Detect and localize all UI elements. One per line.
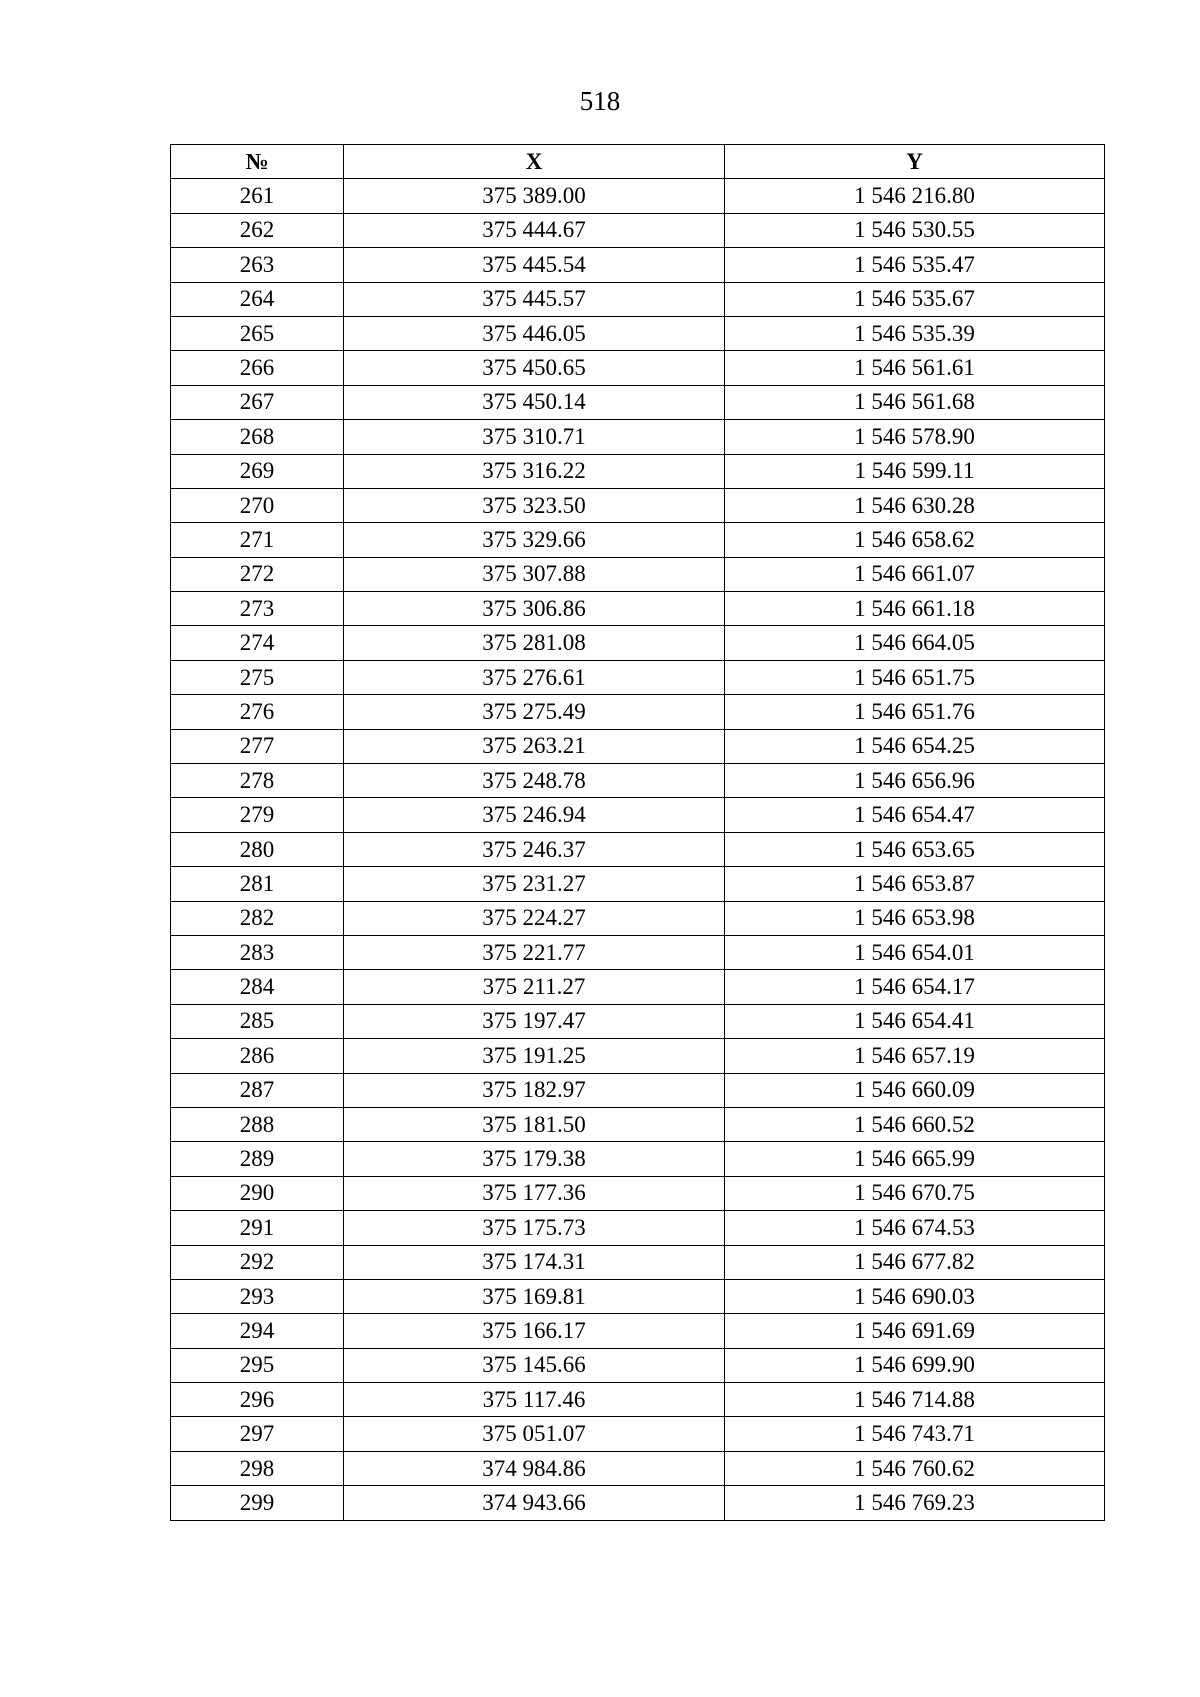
table-body [171, 179, 1105, 1520]
cell-x: 375 191.25 [344, 1039, 725, 1073]
header-y: Y [725, 145, 1105, 179]
cell-y: 1 546 654.25 [725, 729, 1105, 763]
cell-number: 296 [171, 1383, 344, 1417]
table-row [171, 1279, 1105, 1313]
table-row [171, 1314, 1105, 1348]
table-row [171, 1039, 1105, 1073]
table-row [171, 385, 1105, 419]
cell-x: 375 329.66 [344, 523, 725, 557]
cell-number: 292 [171, 1245, 344, 1279]
cell-y: 1 546 535.67 [725, 282, 1105, 316]
cell-y: 1 546 651.76 [725, 695, 1105, 729]
cell-y: 1 546 691.69 [725, 1314, 1105, 1348]
cell-x: 375 276.61 [344, 660, 725, 694]
cell-number: 299 [171, 1486, 344, 1520]
cell-number: 289 [171, 1142, 344, 1176]
table-row [171, 213, 1105, 247]
cell-y: 1 546 661.18 [725, 592, 1105, 626]
table-row [171, 488, 1105, 522]
cell-y: 1 546 660.09 [725, 1073, 1105, 1107]
table-row [171, 764, 1105, 798]
cell-x: 375 444.67 [344, 213, 725, 247]
cell-x: 375 450.65 [344, 351, 725, 385]
cell-number: 281 [171, 867, 344, 901]
cell-number: 287 [171, 1073, 344, 1107]
cell-y: 1 546 654.17 [725, 970, 1105, 1004]
cell-x: 375 281.08 [344, 626, 725, 660]
cell-number: 290 [171, 1176, 344, 1210]
cell-number: 280 [171, 832, 344, 866]
cell-number: 262 [171, 213, 344, 247]
table-row [171, 351, 1105, 385]
cell-x: 375 445.57 [344, 282, 725, 316]
table-row [171, 1142, 1105, 1176]
cell-y: 1 546 654.01 [725, 935, 1105, 969]
table-row [171, 1176, 1105, 1210]
coordinates-table [170, 144, 1105, 1521]
header-row [171, 145, 1105, 179]
cell-number: 263 [171, 248, 344, 282]
cell-x: 375 175.73 [344, 1211, 725, 1245]
cell-y: 1 546 760.62 [725, 1451, 1105, 1485]
cell-x: 375 145.66 [344, 1348, 725, 1382]
cell-number: 286 [171, 1039, 344, 1073]
cell-y: 1 546 599.11 [725, 454, 1105, 488]
table-row [171, 592, 1105, 626]
cell-x: 375 316.22 [344, 454, 725, 488]
cell-number: 283 [171, 935, 344, 969]
cell-x: 375 275.49 [344, 695, 725, 729]
table-row [171, 1417, 1105, 1451]
cell-y: 1 546 656.96 [725, 764, 1105, 798]
cell-x: 375 169.81 [344, 1279, 725, 1313]
table-row [171, 695, 1105, 729]
table-row [171, 901, 1105, 935]
cell-number: 266 [171, 351, 344, 385]
cell-y: 1 546 216.80 [725, 179, 1105, 213]
table-row [171, 935, 1105, 969]
cell-x: 375 221.77 [344, 935, 725, 969]
cell-number: 268 [171, 420, 344, 454]
table-row [171, 316, 1105, 350]
table-row [171, 626, 1105, 660]
cell-x: 375 174.31 [344, 1245, 725, 1279]
table-row [171, 248, 1105, 282]
table-row [171, 1004, 1105, 1038]
cell-x: 375 179.38 [344, 1142, 725, 1176]
cell-number: 294 [171, 1314, 344, 1348]
cell-x: 375 263.21 [344, 729, 725, 763]
cell-y: 1 546 561.68 [725, 385, 1105, 419]
cell-y: 1 546 670.75 [725, 1176, 1105, 1210]
table-row [171, 1348, 1105, 1382]
cell-y: 1 546 651.75 [725, 660, 1105, 694]
cell-y: 1 546 677.82 [725, 1245, 1105, 1279]
table-row [171, 1451, 1105, 1485]
cell-number: 291 [171, 1211, 344, 1245]
table-row [171, 798, 1105, 832]
cell-x: 375 197.47 [344, 1004, 725, 1038]
cell-y: 1 546 561.61 [725, 351, 1105, 385]
cell-number: 270 [171, 488, 344, 522]
table-row [171, 454, 1105, 488]
cell-number: 274 [171, 626, 344, 660]
cell-y: 1 546 674.53 [725, 1211, 1105, 1245]
header-number: № [171, 145, 344, 179]
cell-x: 375 445.54 [344, 248, 725, 282]
table-row [171, 1073, 1105, 1107]
cell-number: 267 [171, 385, 344, 419]
cell-x: 375 323.50 [344, 488, 725, 522]
cell-number: 261 [171, 179, 344, 213]
table-row [171, 1486, 1105, 1520]
cell-number: 277 [171, 729, 344, 763]
cell-number: 288 [171, 1107, 344, 1141]
cell-x: 375 177.36 [344, 1176, 725, 1210]
cell-x: 375 248.78 [344, 764, 725, 798]
cell-x: 374 943.66 [344, 1486, 725, 1520]
cell-y: 1 546 660.52 [725, 1107, 1105, 1141]
cell-x: 375 181.50 [344, 1107, 725, 1141]
cell-y: 1 546 665.99 [725, 1142, 1105, 1176]
cell-number: 279 [171, 798, 344, 832]
header-x: X [344, 145, 725, 179]
cell-y: 1 546 630.28 [725, 488, 1105, 522]
cell-x: 375 166.17 [344, 1314, 725, 1348]
cell-y: 1 546 653.65 [725, 832, 1105, 866]
cell-y: 1 546 769.23 [725, 1486, 1105, 1520]
cell-x: 375 450.14 [344, 385, 725, 419]
cell-x: 375 389.00 [344, 179, 725, 213]
cell-y: 1 546 664.05 [725, 626, 1105, 660]
table-row [171, 729, 1105, 763]
cell-number: 271 [171, 523, 344, 557]
table-row [171, 1211, 1105, 1245]
cell-number: 298 [171, 1451, 344, 1485]
cell-x: 375 307.88 [344, 557, 725, 591]
cell-y: 1 546 743.71 [725, 1417, 1105, 1451]
cell-number: 265 [171, 316, 344, 350]
cell-number: 269 [171, 454, 344, 488]
cell-number: 297 [171, 1417, 344, 1451]
cell-x: 375 246.94 [344, 798, 725, 832]
cell-y: 1 546 654.47 [725, 798, 1105, 832]
cell-x: 375 231.27 [344, 867, 725, 901]
cell-number: 282 [171, 901, 344, 935]
cell-y: 1 546 658.62 [725, 523, 1105, 557]
table-row [171, 832, 1105, 866]
cell-y: 1 546 653.87 [725, 867, 1105, 901]
cell-x: 375 446.05 [344, 316, 725, 350]
cell-number: 273 [171, 592, 344, 626]
cell-number: 278 [171, 764, 344, 798]
cell-number: 284 [171, 970, 344, 1004]
cell-x: 374 984.86 [344, 1451, 725, 1485]
cell-x: 375 306.86 [344, 592, 725, 626]
cell-number: 272 [171, 557, 344, 591]
table-row [171, 970, 1105, 1004]
cell-number: 295 [171, 1348, 344, 1382]
cell-y: 1 546 657.19 [725, 1039, 1105, 1073]
page-number: 518 [579, 86, 621, 116]
cell-number: 276 [171, 695, 344, 729]
cell-y: 1 546 535.39 [725, 316, 1105, 350]
table-row [171, 867, 1105, 901]
table-row [171, 1107, 1105, 1141]
table-row [171, 179, 1105, 213]
cell-y: 1 546 654.41 [725, 1004, 1105, 1038]
cell-number: 275 [171, 660, 344, 694]
cell-y: 1 546 661.07 [725, 557, 1105, 591]
cell-x: 375 224.27 [344, 901, 725, 935]
cell-y: 1 546 653.98 [725, 901, 1105, 935]
cell-x: 375 211.27 [344, 970, 725, 1004]
table-row [171, 420, 1105, 454]
cell-y: 1 546 690.03 [725, 1279, 1105, 1313]
cell-number: 285 [171, 1004, 344, 1038]
cell-number: 264 [171, 282, 344, 316]
cell-number: 293 [171, 1279, 344, 1313]
table-row [171, 557, 1105, 591]
cell-y: 1 546 535.47 [725, 248, 1105, 282]
table-row [171, 1245, 1105, 1279]
table-row [171, 1383, 1105, 1417]
table-row [171, 660, 1105, 694]
cell-x: 375 246.37 [344, 832, 725, 866]
cell-y: 1 546 530.55 [725, 213, 1105, 247]
table-header [171, 145, 1105, 179]
cell-x: 375 117.46 [344, 1383, 725, 1417]
table-row [171, 282, 1105, 316]
cell-y: 1 546 699.90 [725, 1348, 1105, 1382]
table-row [171, 523, 1105, 557]
cell-y: 1 546 578.90 [725, 420, 1105, 454]
cell-x: 375 310.71 [344, 420, 725, 454]
cell-x: 375 051.07 [344, 1417, 725, 1451]
cell-y: 1 546 714.88 [725, 1383, 1105, 1417]
cell-x: 375 182.97 [344, 1073, 725, 1107]
